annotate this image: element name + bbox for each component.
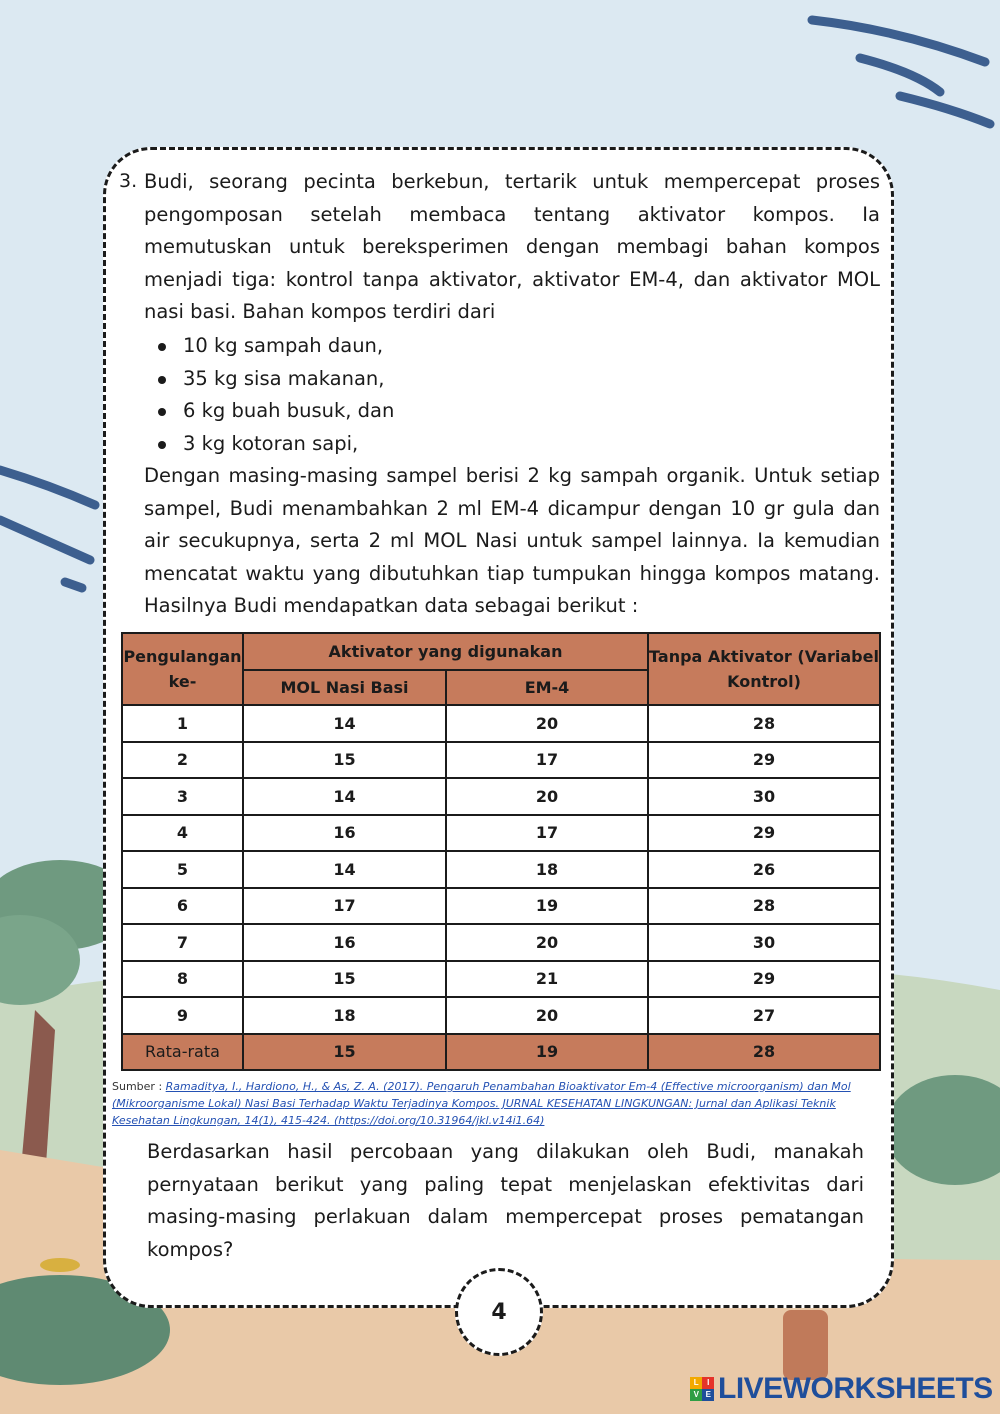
- table-cell: 30: [648, 778, 880, 815]
- average-cell: 19: [446, 1034, 648, 1071]
- table-cell: 20: [446, 924, 648, 961]
- header-control: Tanpa Aktivator (Variabel Kontrol): [648, 633, 880, 705]
- table-cell: 28: [648, 888, 880, 925]
- materials-list: [144, 330, 394, 460]
- bullet-icon: [158, 343, 166, 351]
- list-item: 10 kg sampah daun,: [144, 330, 394, 363]
- table-cell: 2: [122, 742, 243, 779]
- table-row: [122, 778, 880, 815]
- table-cell: 29: [648, 815, 880, 852]
- table-cell: 15: [243, 742, 446, 779]
- table-cell: 20: [446, 778, 648, 815]
- table-row: [122, 888, 880, 925]
- table-row: [122, 705, 880, 742]
- table-cell: 3: [122, 778, 243, 815]
- source-link[interactable]: Ramaditya, I., Hardiono, H., & As, Z. A. (2017). Pengaruh Penambahan Bioaktivator Em-4 (Effective microorganism) dan Mol (Mikroorganisme Lokal) Nasi Basi Terhadap Waktu Terjadinya Kompos. JURNAL KESEHATAN LINGKUNGAN: Jurnal dan Aplikasi Teknik Kesehatan Lingkungan, 14(1), 415-424. (https://doi.org/10.31964/jkl.v14i1.64): [112, 1080, 851, 1127]
- table-cell: 9: [122, 997, 243, 1034]
- table-cell: 16: [243, 815, 446, 852]
- bullet-icon: [158, 441, 166, 449]
- table-cell: 14: [243, 778, 446, 815]
- procedure-text: Dengan masing-masing sampel berisi 2 kg sampah organik. Untuk setiap sampel, Budi menambahkan 2 ml EM-4 dicampur dengan 10 gr gula dan air secukupnya, serta 2 ml MOL Nasi untuk sampel lainnya. Ia kemudian mencatat waktu yang dibutuhkan tiap tumpukan hingga kompos matang. Hasilnya Budi mendapatkan data sebagai berikut :: [144, 464, 880, 617]
- table-cell: 5: [122, 851, 243, 888]
- table-row: [122, 924, 880, 961]
- page-number: 4: [455, 1268, 543, 1356]
- table-cell: 17: [446, 742, 648, 779]
- table-row: [122, 815, 880, 852]
- question-number: 3.: [119, 170, 138, 192]
- table-cell: 14: [243, 705, 446, 742]
- table-cell: 15: [243, 961, 446, 998]
- table-cell: 1: [122, 705, 243, 742]
- table-row: [122, 961, 880, 998]
- header-activator-group: Aktivator yang digunakan: [243, 633, 648, 670]
- table-cell: 27: [648, 997, 880, 1034]
- question-prompt: Berdasarkan hasil percobaan yang dilakukan oleh Budi, manakah pernyataan berikut yang paling tepat menjelaskan efektivitas dari masing-masing perlakuan dalam mempercepat proses pematangan kompos?: [147, 1140, 864, 1261]
- bullet-icon: [158, 408, 166, 416]
- average-cell: 15: [243, 1034, 446, 1071]
- table-cell: 18: [446, 851, 648, 888]
- table-cell: 16: [243, 924, 446, 961]
- table-row: [122, 997, 880, 1034]
- header-mol: MOL Nasi Basi: [243, 670, 446, 705]
- table-cell: 17: [446, 815, 648, 852]
- table-cell: 26: [648, 851, 880, 888]
- table-cell: 29: [648, 961, 880, 998]
- table-cell: 4: [122, 815, 243, 852]
- table-row: [122, 742, 880, 779]
- table-cell: 20: [446, 997, 648, 1034]
- table-cell: 14: [243, 851, 446, 888]
- table-cell: 6: [122, 888, 243, 925]
- header-repetition: Pengulangan ke-: [122, 633, 243, 705]
- table-row: [122, 851, 880, 888]
- table-cell: 28: [648, 705, 880, 742]
- header-em4: EM-4: [446, 670, 648, 705]
- brand-logo: L I V E LIVEWORKSHEETS: [690, 1372, 993, 1406]
- average-row: [122, 1034, 880, 1071]
- list-item: 3 kg kotoran sapi,: [144, 428, 394, 461]
- table-cell: 19: [446, 888, 648, 925]
- table-cell: 17: [243, 888, 446, 925]
- list-item: 35 kg sisa makanan,: [144, 363, 394, 396]
- average-cell: 28: [648, 1034, 880, 1071]
- source-citation: Sumber : Ramaditya, I., Hardiono, H., & As, Z. A. (2017). Pengaruh Penambahan Bioaktivator Em-4 (Effective microorganism) dan Mol (Mikroorganisme Lokal) Nasi Basi Terhadap Waktu Terjadinya Kompos. JURNAL KESEHATAN LINGKUNGAN: Jurnal dan Aplikasi Teknik Kesehatan Lingkungan, 14(1), 415-424. (https://doi.org/10.31964/jkl.v14i1.64): [112, 1080, 851, 1127]
- table-cell: 18: [243, 997, 446, 1034]
- average-label: Rata-rata: [122, 1034, 243, 1071]
- liveworksheets-icon: L I V E: [690, 1377, 714, 1401]
- table-cell: 21: [446, 961, 648, 998]
- table-cell: 7: [122, 924, 243, 961]
- table-cell: 8: [122, 961, 243, 998]
- table-cell: 20: [446, 705, 648, 742]
- question-intro: Budi, seorang pecinta berkebun, tertarik untuk mempercepat proses pengomposan setelah membaca tentang aktivator kompos. Ia memutuskan untuk bereksperimen dengan membagi bahan kompos menjadi tiga: kontrol tanpa aktivator, aktivator EM-4, dan aktivator MOL nasi basi. Bahan kompos terdiri dari: [144, 170, 880, 323]
- bullet-icon: [158, 376, 166, 384]
- table-cell: 29: [648, 742, 880, 779]
- table-cell: 30: [648, 924, 880, 961]
- results-table: [121, 632, 881, 1071]
- list-item: 6 kg buah busuk, dan: [144, 395, 394, 428]
